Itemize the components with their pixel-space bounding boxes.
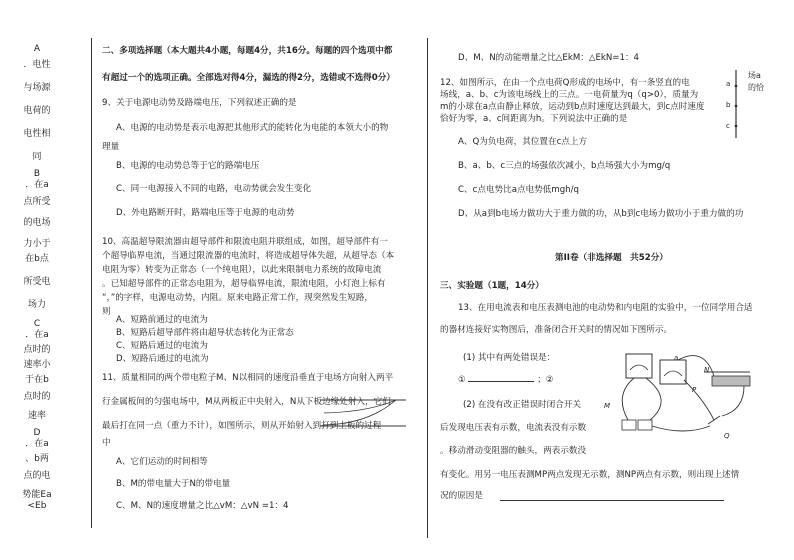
point-c-label: c [726, 122, 730, 130]
blank1-marker: ① [458, 375, 466, 385]
q12-line3: m的小球在a点由静止释放，运动到b点时速度达到最大，到c点时速度 [440, 102, 705, 112]
margin-line: 点的电 [23, 471, 51, 481]
circuit-label-a: a [674, 354, 679, 362]
q11-plates-figure [318, 392, 410, 432]
answer-blank-3[interactable] [500, 500, 724, 501]
q9-option-d: D、外电路断开时，路端电压等于电源的电动势 [116, 208, 295, 218]
q13-answer-row [458, 372, 554, 386]
q10-option-d: D、短路后通过的电流为 [116, 354, 209, 364]
q11-option-c: C、M、N的速度增量之比△vM：△vN =1：4 [116, 501, 289, 511]
margin-line: 电性相 [23, 129, 51, 139]
field-figure-caption: 场a的恰 [748, 71, 764, 92]
q9-option-c: C、同一电源接入不同的电路，电动势就会发生变化 [116, 184, 312, 194]
margin-line: 力小于 [23, 239, 51, 249]
circuit-label-m: M [604, 402, 611, 410]
q9-stem: 9、关于电源电动势及路端电压，下列叙述正确的是 [102, 98, 297, 108]
q13-line6: 况的原因是 [440, 491, 483, 501]
margin-line: 与场源 [23, 83, 51, 93]
q13-line3: 后发现电压表有示数，电流表没有示数 [440, 423, 587, 433]
margin-line: ．电性 [23, 60, 51, 70]
q10-option-a: A、短路前通过的电流为 [116, 315, 208, 325]
q13-line5: 有变化。用另一电压表测MP两点发现无示数，测NP两点有示数，则出现上述情 [440, 470, 740, 480]
answer-blank-1[interactable] [468, 372, 534, 382]
q9-option-a-cont: 理量 [102, 142, 120, 152]
q11-option-d: D、M、N的动能增量之比△EkM：△EkN=1：4 [458, 53, 640, 63]
margin-line: 速率小 [23, 360, 51, 370]
margin-line: ．在a [25, 330, 49, 340]
margin-line: 点所受 [23, 197, 51, 207]
q12-option-c: C、c点电势比a点电势低mgh/q [458, 185, 579, 195]
q11-line3: 最后打在同一点（重力不计），如图所示，则从开始射入到打到上板的过程 [102, 421, 382, 431]
section3-title: 三、实验题（1题，14分） [440, 281, 544, 291]
margin-line: B [33, 169, 41, 179]
margin-line: 的电场 [23, 218, 51, 228]
q12-line2: 场线，a、b、c为该电场线上的三点。一电荷量为q（q>0），质量为 [440, 90, 699, 100]
q12-option-d: D、从a到b电场力做功大于重力做的功，从b到c电场力做功小于重力做的功 [458, 209, 744, 219]
section2-title: 二、多项选择题（本大题共4小题，每题4分，共16分。每题的四个选项中都 [102, 46, 393, 56]
margin-line: ．在a [25, 439, 49, 449]
q9-option-a: A、电源的电动势是表示电源把其他形式的能转化为电能的本领大小的物 [116, 123, 389, 133]
q12-option-a: A、Q为负电荷，其位置在c点上方 [458, 137, 588, 147]
q9-option-b: B、电源的电动势总等于它的路端电压 [116, 161, 260, 171]
point-b-label: b [726, 101, 731, 109]
q10-line2: 个超导临界电流，当通过限流器的电流时，将造成超导体失超，从超导态（本 [102, 251, 395, 261]
q13-line4: 。移动滑动变阻器的触头，两表示数没 [440, 446, 587, 456]
margin-line: 于在b [25, 375, 49, 385]
margin-line: 电荷的 [23, 106, 51, 116]
q10-line4: 。已知超导部件的正常态电阻为，超导临界电流，限流电阻，小灯泡上标有 [102, 279, 386, 289]
q12-line1: 12、如图所示，在由一个点电荷Q形成的电场中，有一条竖直的电 [440, 78, 690, 88]
circuit-label-n: N [704, 366, 710, 374]
circuit-label-p: P [692, 386, 697, 394]
q10-line6: 则 [102, 307, 111, 317]
circuit-label-q: Q [724, 432, 730, 440]
q11-line4: 中 [102, 438, 111, 448]
section2-title-cont: 有超过一个的选项正确。全部选对得4分，漏选的得2分，选错或不选得0分） [102, 73, 395, 83]
margin-line: 势能Ea [22, 490, 52, 500]
margin-line: <Eb [27, 501, 47, 511]
q10-option-b: B、短路后超导部件将由超导状态转化为正常态 [116, 328, 294, 338]
margin-line: 、b两 [25, 454, 49, 464]
margin-line: D [33, 428, 41, 438]
part2-title: 第II卷（非选择题 共52分） [555, 253, 668, 263]
q13-sub2: (2) 在没有改正错误时闭合开关 [463, 400, 582, 410]
margin-line: 同 [32, 152, 42, 162]
q11-line2: 行金属板间的匀强电场中，M从两板正中央射入，N从下板边缘处射入，它们 [102, 397, 391, 407]
margin-options [14, 44, 60, 512]
q13-line1: 13、在用电流表和电压表测电池的电动势和内电阻的实验中，一位同学用合适 [458, 303, 753, 313]
point-a-label: a [726, 80, 731, 88]
q10-line5: “，”的字样，电源电动势，内阻。原来电路正常工作，现突然发生短路， [102, 293, 374, 303]
left-column-rule [91, 38, 92, 528]
margin-line: 点时的 [23, 345, 51, 355]
q13-sub1: (1) 其中有两处错误是： [463, 353, 556, 363]
blank2-marker: ；② [537, 375, 554, 385]
margin-line: 点时的 [23, 392, 51, 402]
q11-option-a: A、它们运动的时间相等 [116, 457, 208, 467]
margin-line: A [33, 44, 41, 54]
q12-option-b: B、a、b、c三点的场强依次减小，b点场强大小为mg/q [458, 161, 671, 171]
margin-line: 所受电 [23, 277, 51, 287]
margin-line: C [33, 319, 41, 329]
field-line-figure [726, 68, 770, 148]
q12-line4: 恰好为零，a、c间距离为h。下列说法中正确的是 [440, 114, 628, 124]
q11-option-b: B、M的带电量大于N的带电量 [116, 479, 231, 489]
center-column-rule [427, 38, 428, 538]
margin-line: 在b点 [25, 254, 49, 264]
margin-line: ．在a [25, 180, 49, 190]
margin-line: 速率 [27, 411, 46, 421]
q10-line3: 电阻为零）转变为正常态（一个纯电阻），以此来限制电力系统的故障电流 [102, 265, 382, 275]
circuit-figure [604, 350, 754, 446]
q11-line1: 11、质量相同的两个带电粒子M、N以相同的速度沿垂直于电场方向射入两平 [102, 373, 394, 383]
margin-line: 场力 [27, 300, 46, 310]
q13-line2: 的器材连接好实物图后，准备闭合开关时的情况如下图所示。 [440, 325, 673, 335]
q10-line1: 10、高温超导限流器由超导部件和限流电阻并联组成，如图，超导部件有一 [102, 237, 388, 247]
q10-option-c: C、短路后通过的电流为 [116, 341, 208, 351]
